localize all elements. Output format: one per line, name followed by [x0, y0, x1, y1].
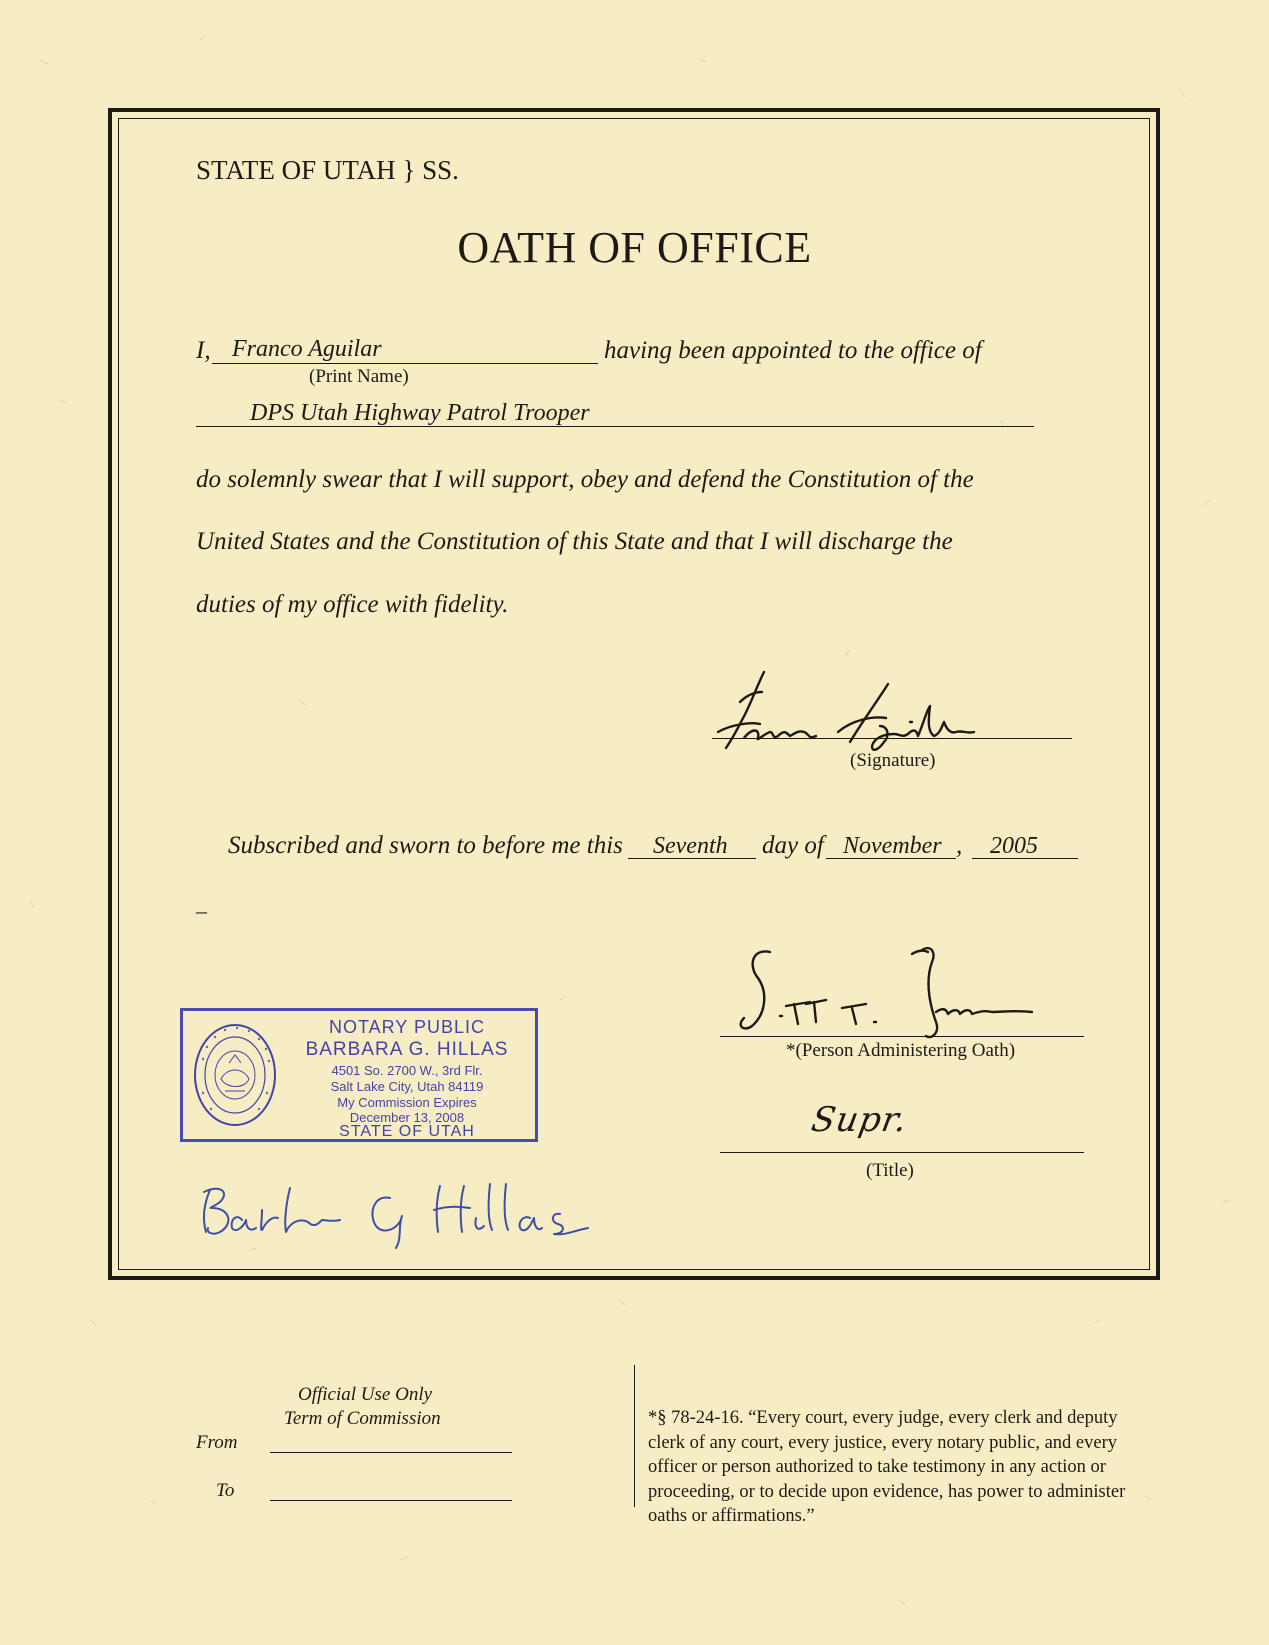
document-title: OATH OF OFFICE: [457, 223, 812, 272]
stamp-line-3: 4501 So. 2700 W., 3rd Flr.: [331, 1063, 483, 1078]
oath-text-line-3: duties of my office with fidelity.: [196, 591, 509, 618]
state-seal-icon: [191, 1019, 279, 1131]
title-value: Supr.: [808, 1100, 911, 1140]
to-label: To: [216, 1480, 235, 1501]
stamp-line-1: NOTARY PUBLIC: [328, 1017, 486, 1037]
oath-text-line-2: United States and the Constitution of this State and that I will discharge the: [196, 528, 953, 555]
stamp-line-7: STATE OF UTAH: [339, 1123, 475, 1140]
stamp-line-6: December 13, 2008: [349, 1110, 465, 1125]
state-venue-line: STATE OF UTAH } SS.: [196, 155, 459, 185]
section-divider: [634, 1365, 635, 1507]
from-label: From: [196, 1432, 238, 1453]
to-line: [270, 1500, 512, 1501]
statute-note: *§ 78-24-16. “Every court, every judge, every clerk and deputy clerk of any court, every justice, every notary public, and every officer or person authorized to take testimony in any action or proceeding, or to decide upon evidence, has power to administer oaths or affirmations.”: [648, 1408, 1126, 1526]
signature-label: (Signature): [850, 750, 936, 771]
officer-signature: [712, 662, 1012, 754]
stamp-line-4: Salt Lake City, Utah 84119: [330, 1079, 484, 1094]
office-title-value: DPS Utah Highway Patrol Trooper: [250, 400, 590, 426]
administrator-signature: [722, 940, 1052, 1044]
officer-name-value: Franco Aguilar: [232, 336, 382, 362]
year-value: 2005: [990, 833, 1038, 859]
title-line: [720, 1152, 1084, 1153]
official-use-heading: Official Use Only: [298, 1384, 433, 1405]
intro-suffix: having been appointed to the office of: [604, 337, 982, 364]
print-name-line: [212, 363, 598, 364]
stamp-line-5: My Commission Expires: [337, 1095, 477, 1110]
intro-prefix: I,: [196, 337, 211, 364]
day-of-label: day of: [762, 832, 824, 859]
title-label: (Title): [866, 1160, 914, 1181]
notary-stamp: [180, 1008, 538, 1142]
signature-line: [712, 738, 1072, 739]
month-value: November: [843, 833, 942, 859]
print-name-label: (Print Name): [309, 366, 409, 387]
oath-text-line-1: do solemnly swear that I will support, obey and defend the Constitution of the: [196, 466, 974, 493]
administrator-label: *(Person Administering Oath): [786, 1040, 1016, 1061]
notary-signature: [190, 1170, 630, 1250]
term-of-commission-heading: Term of Commission: [284, 1408, 441, 1429]
stray-mark: –: [196, 898, 207, 923]
stamp-line-2: BARBARA G. HILLAS: [305, 1039, 509, 1060]
date-comma: ,: [956, 832, 963, 859]
day-value: Seventh: [653, 833, 728, 859]
from-line: [270, 1452, 512, 1453]
administrator-line: [720, 1036, 1084, 1037]
subscribed-prefix: Subscribed and sworn to before me this: [228, 832, 623, 859]
